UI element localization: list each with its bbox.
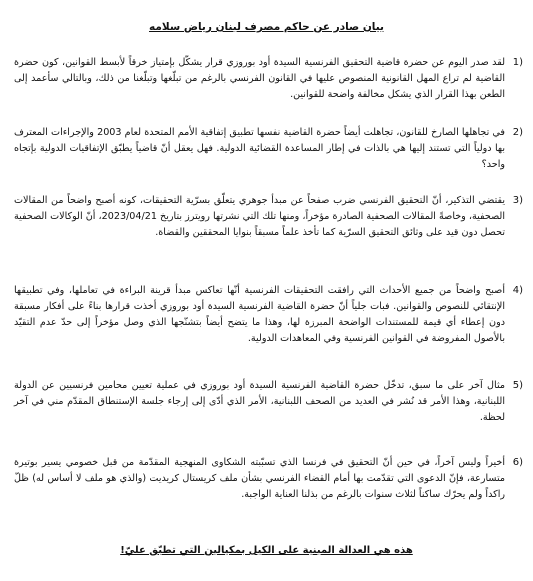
paragraph-number: 5)	[512, 380, 523, 391]
paragraph-number: 4)	[512, 285, 523, 296]
paragraph-text: أصبح واضحاً من جميع الأحداث التي رافقت التحقيقات الفرنسية أنّها تعاكس مبدأ قرينة البراءة في تعاملها، وفي تطبيقها الإنتقائي للنصوص والقوانين. فبات جلياً أنّ حضرة القاضية الفرنسية السيدة أود بوروزي أخذت قرارها بناءً على أفكار مسبقة دون إعطاء أي قيمة للمستندات الواضحة المبرزة لها، وهذا ما يتضح أيضاً بتشنّجها الذي وصل مؤخراً إلى حدّ عدم التقيّد بالأصول المفروضة في القوانين الفرنسية وفي المعاهدات الدولية.	[14, 285, 505, 344]
paragraph-text: يقتضي التذكير، أنّ التحقيق الفرنسي ضرب صفحاً عن مبدأ جوهري يتعلّق بسرّية التحقيقات، كونه أصبح واضحاً من المقالات الصحفية، وخاصةً المقالات الصحفية الصادرة مؤخراً، ومنها تلك التي نشرتها رويترز بتاريخ 2023/04/21، أنّ الوكالات الصحفية تحصل دون قيد على وثائق التحقيق السرّية كما تأخذ علماً مسبقاً بنوايا المحققين والقضاة.	[14, 195, 505, 238]
paragraph-number: 6)	[512, 457, 523, 468]
paragraph-number: 3)	[512, 195, 523, 206]
paragraph-number: 1)	[512, 57, 523, 68]
paragraph-1	[14, 55, 523, 103]
paragraph-4	[14, 283, 523, 347]
paragraph-5	[14, 378, 523, 426]
paragraph-number: 2)	[512, 127, 523, 138]
paragraph-2	[14, 125, 523, 173]
paragraph-6	[14, 455, 523, 503]
paragraph-text: لقد صدر اليوم عن حضرة قاضية التحقيق الفرنسية السيدة أود بوروزي قرار يشكّل بإمتياز خرقاً لأبسط القوانين، كون حضرة القاضية لم تراع المهل القانونية المنصوص عليها في القانون الفرنسي بالرغم من تبلّغها وتبلّغنا من ذلك، وبالتالي سأعمد إلى الطعن بهذا القرار الذي يشكل مخالفة واضحة للقوانين.	[14, 57, 505, 100]
paragraph-text: أخيراً وليس آخراً، في حين أنّ التحقيق في فرنسا الذي تسبّبته الشكاوى المنهجية المقدّمة من قبل خصومي يسير بوتيرة متسارعة، فإنّ الدعوى التي تقدّمت بها أمام القضاء الفرنسي بشأن ملف كريستال كريديت (والذي هو ملف لا أساس له) ظلّ راكداً ولم يحرّك ساكناً لثلاث سنوات بالرغم من بذلنا العناية الواجبة.	[14, 457, 505, 500]
document-title: بيان صادر عن حاكم مصرف لبنان رياض سلامه	[149, 21, 384, 33]
paragraph-3	[14, 193, 523, 241]
closing-statement: هذه هي العدالة المبنية على الكيل بمكيالين التي تطبّق عليّ!	[120, 545, 413, 556]
paragraph-text: مثال آخر على ما سبق، تدخّل حضرة القاضية الفرنسية السيدة أود بوروزي في عملية تعيين محامين فرنسيين عن الدولة اللبنانية، وهذا الأمر قد نُشر في العديد من الصحف اللبنانية، الأمر الذي أدّى إلى إرجاء جلسة الإستنطاق المقدّم مني في آخر لحظة.	[14, 380, 505, 423]
paragraph-text: في تجاهلها الصارخ للقانون، تجاهلت أيضاً حضرة القاضية نفسها تطبيق إتفاقية الأمم المتحدة لعام 2003 والإجراءات المعترف بها دولياً التي تستند إليها هي بالذات في إطار المساعدة القضائية الدولية. فهل يعقل أنّ قاضياً يطبّق الإتفاقيات الدولية بإتجاه واحد؟	[14, 127, 505, 170]
